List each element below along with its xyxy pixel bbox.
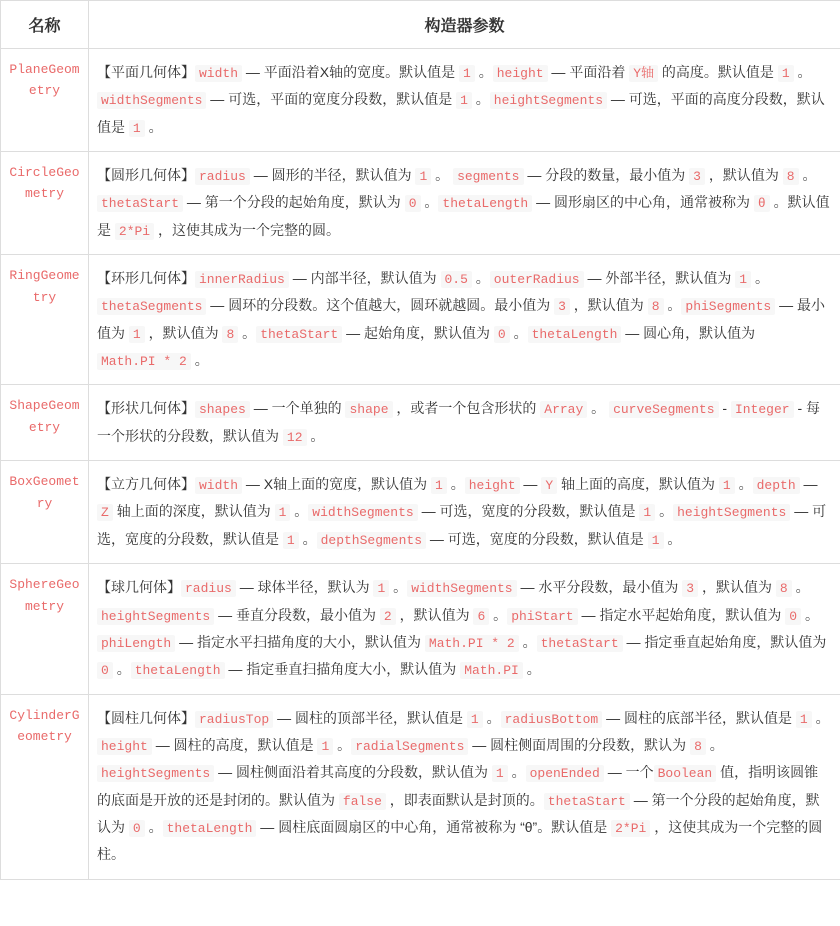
geometry-description-cell <box>89 564 840 694</box>
geometry-name-cell: PlaneGeometry <box>1 49 89 152</box>
description-text: — 最小值为 <box>97 297 825 341</box>
param-code: phiStart <box>507 608 577 625</box>
param-code: phiLength <box>97 635 175 652</box>
param-code: Integer <box>731 401 794 418</box>
param-code: innerRadius <box>195 271 289 288</box>
param-code: Boolean <box>654 765 717 782</box>
description-text: 。 <box>791 579 810 596</box>
description-text: — 一个 <box>603 764 654 781</box>
description-text: 轴上面的深度，默认值为 <box>112 503 275 520</box>
description-text: — 外部半径，默认值为 <box>583 270 736 287</box>
description-text: 。 <box>333 736 352 753</box>
description-text: — 圆柱的底部半径，默认值是 <box>602 709 796 726</box>
param-code: heightSegments <box>97 765 214 782</box>
param-code: heightSegments <box>97 608 214 625</box>
description-text: 【形状几何体】 <box>97 400 195 417</box>
description-text: 。 <box>389 579 408 596</box>
description-text: ，默认值为 <box>569 297 648 314</box>
param-code: height <box>493 65 548 82</box>
param-code: 0 <box>97 662 113 679</box>
param-code: Math.PI <box>460 662 523 679</box>
description-text: 。 <box>734 476 753 493</box>
param-code: 0 <box>785 608 801 625</box>
param-code: 8 <box>648 298 664 315</box>
param-code: Math.PI * 2 <box>425 635 519 652</box>
param-code: widthSegments <box>97 92 206 109</box>
description-text: 。 <box>663 297 682 314</box>
description-text: ，这使其成为一个完整的圆柱。 <box>97 818 823 863</box>
param-code: 0.5 <box>441 271 472 288</box>
param-code: 1 <box>459 65 475 82</box>
description-text: — 指定水平起始角度，默认值为 <box>577 606 786 623</box>
param-code: 8 <box>776 580 792 597</box>
description-text: 。 <box>507 764 526 781</box>
description-text: ，默认值为 <box>698 579 776 596</box>
param-code: shapes <box>195 401 250 418</box>
description-text: ，默认值为 <box>144 324 223 341</box>
description-text: 。 <box>471 91 490 108</box>
param-code: 2*Pi <box>611 820 650 837</box>
description-text: 。 <box>587 400 610 417</box>
param-code: thetaLength <box>528 326 622 343</box>
param-code: segments <box>453 168 523 185</box>
param-code: thetaSegments <box>97 298 206 315</box>
description-text: 。 <box>446 476 465 493</box>
param-code: 0 <box>494 326 510 343</box>
param-code: Y <box>541 477 557 494</box>
description-text: — 圆形扇区的中心角，通常被称为 <box>532 194 754 211</box>
description-text: ，默认值为 <box>395 606 474 623</box>
description-text: 。 <box>474 64 493 80</box>
description-text: 。 <box>144 118 163 135</box>
param-code: 1 <box>639 504 655 521</box>
description-text: 。 <box>489 606 508 623</box>
geometry-name-cell: ShapeGeometry <box>1 385 89 461</box>
param-code: thetaStart <box>544 793 630 810</box>
param-code: 1 <box>719 477 735 494</box>
description-text: 。 <box>238 324 257 341</box>
description-text: 【立方几何体】 <box>97 476 195 493</box>
param-code: 6 <box>473 608 489 625</box>
param-code: shape <box>345 401 392 418</box>
param-code: 3 <box>682 580 698 597</box>
description-text: 。 <box>290 503 309 520</box>
table-header-row <box>1 1 840 49</box>
param-code: 1 <box>129 326 145 343</box>
description-text: 。 <box>518 633 537 650</box>
param-code: 1 <box>283 532 299 549</box>
description-text: — 第一个分段的起始角度，默认为 <box>97 791 820 835</box>
description-text: 。 <box>811 709 830 726</box>
param-code: thetaLength <box>163 820 257 837</box>
param-code: radiusTop <box>195 711 273 728</box>
geometry-name-cell: SphereGeometry <box>1 564 89 694</box>
param-code: radius <box>195 168 250 185</box>
param-code: Y轴 <box>629 65 658 82</box>
description-text: — 平面沿着 <box>547 64 630 80</box>
description-text: — 内部半径，默认值为 <box>288 270 441 287</box>
param-code: openEnded <box>526 765 604 782</box>
param-code: Z <box>97 504 113 521</box>
description-text: — 圆柱侧面周围的分段数，默认为 <box>468 736 691 753</box>
param-code: 1 <box>492 765 508 782</box>
description-text: — 指定水平扫描角度的大小，默认值为 <box>175 633 425 650</box>
geometry-description-cell <box>89 255 840 385</box>
param-code: Math.PI * 2 <box>97 353 191 370</box>
description-text: 。 <box>751 270 769 287</box>
table-row <box>1 49 840 152</box>
geometry-description-cell <box>89 694 840 879</box>
description-text: 。 <box>655 503 674 520</box>
description-text: 。 <box>431 167 454 184</box>
description-text: — <box>799 476 818 493</box>
description-text: 。 <box>420 194 439 211</box>
description-text: — 可选，平面的高度分段数，默认值是 <box>97 91 825 135</box>
description-text: 的高度。默认值是 <box>658 64 778 80</box>
description-text: 。默认值是 <box>97 194 830 238</box>
geometry-description-cell <box>89 49 840 152</box>
param-code: width <box>195 65 242 82</box>
description-text: — 水平分段数，最小值为 <box>516 579 683 596</box>
description-text: 【环形几何体】 <box>97 270 195 287</box>
description-text: — 分段的数量，最小值为 <box>523 167 690 184</box>
param-code: radius <box>181 580 236 597</box>
description-text: 。 <box>801 606 819 623</box>
description-text: — 圆柱侧面沿着其高度的分段数，默认值为 <box>214 764 492 781</box>
description-text: — 可选，宽度的分段数，默认值是 <box>97 503 827 547</box>
param-code: 1 <box>275 504 291 521</box>
description-text: 。 <box>471 270 490 287</box>
column-header-name: 名称 <box>1 1 89 49</box>
param-code: 1 <box>373 580 389 597</box>
description-text: — 起始角度，默认值为 <box>342 324 494 341</box>
param-code: radialSegments <box>351 738 468 755</box>
param-code: 2 <box>380 608 396 625</box>
param-code: height <box>465 477 520 494</box>
description-text: — 圆柱的高度，默认值是 <box>151 736 318 753</box>
param-code: 1 <box>431 477 447 494</box>
geometry-name-cell: BoxGeometry <box>1 461 89 564</box>
description-text: — 一个单独的 <box>249 400 346 417</box>
param-code: thetaLength <box>131 662 225 679</box>
description-text: 【圆柱几何体】 <box>97 709 195 726</box>
description-text: ，这使其成为一个完整的圆。 <box>154 221 340 238</box>
description-text: 轴上面的高度，默认值为 <box>557 476 719 493</box>
param-code: 1 <box>415 168 431 185</box>
param-code: 3 <box>689 168 705 185</box>
param-code: heightSegments <box>673 504 790 521</box>
param-code: 3 <box>554 298 570 315</box>
table-row <box>1 461 840 564</box>
description-text: 。 <box>190 352 209 369</box>
param-code: 0 <box>405 195 421 212</box>
description-text: 。 <box>482 709 501 726</box>
description-text: 。 <box>112 661 131 678</box>
table-row <box>1 385 840 461</box>
description-text: ，默认值为 <box>704 167 783 184</box>
table-row <box>1 255 840 385</box>
param-code: height <box>97 738 152 755</box>
description-text: — 可选，宽度的分段数，默认值是 <box>426 530 648 547</box>
description-text: 。 <box>144 818 163 835</box>
description-text: - <box>718 400 731 417</box>
description-text: ，或者一个包含形状的 <box>392 400 541 417</box>
param-code: heightSegments <box>490 92 607 109</box>
param-code: 8 <box>222 326 238 343</box>
table-row <box>1 152 840 255</box>
description-text: 【球几何体】 <box>97 579 181 596</box>
param-code: width <box>195 477 242 494</box>
table-body <box>1 49 840 880</box>
description-text: 。 <box>793 64 812 80</box>
param-code: 1 <box>796 711 812 728</box>
table-row <box>1 564 840 694</box>
geometry-description-cell <box>89 152 840 255</box>
description-text: 。 <box>522 661 541 678</box>
param-code: 8 <box>783 168 799 185</box>
description-text: 。 <box>705 736 724 753</box>
param-code: false <box>339 793 386 810</box>
param-code: radiusBottom <box>501 711 603 728</box>
description-text: — 圆形的半径，默认值为 <box>249 167 416 184</box>
description-text: - 每一个形状的分段数，默认值为 <box>97 400 821 444</box>
description-text: — 指定垂直起始角度，默认值为 <box>622 633 827 650</box>
param-code: θ <box>754 195 770 212</box>
geometry-name-cell: RingGeometry <box>1 255 89 385</box>
param-code: 1 <box>778 65 794 82</box>
description-text: 。 <box>663 530 682 547</box>
param-code: depthSegments <box>317 532 426 549</box>
param-code: 1 <box>467 711 483 728</box>
param-code: Array <box>540 401 587 418</box>
description-text: — <box>519 476 542 493</box>
param-code: curveSegments <box>609 401 718 418</box>
description-text: — 垂直分段数，最小值为 <box>214 606 380 623</box>
description-text: ，即表面默认是封顶的。 <box>385 791 544 808</box>
description-text: — 指定垂直扫描角度大小，默认值为 <box>224 661 461 678</box>
param-code: 1 <box>456 92 472 109</box>
description-text: 。 <box>298 530 317 547</box>
param-code: thetaStart <box>256 326 342 343</box>
description-text: — 平面沿着X轴的宽度。默认值是 <box>242 64 460 80</box>
param-code: thetaStart <box>537 635 623 652</box>
description-text: — 第一个分段的起始角度，默认为 <box>183 194 405 211</box>
description-text: — 圆柱的顶部半径，默认值是 <box>273 709 467 726</box>
param-code: phiSegments <box>681 298 775 315</box>
param-code: 1 <box>317 738 333 755</box>
param-code: widthSegments <box>407 580 516 597</box>
description-text: 。 <box>509 324 528 341</box>
param-code: 1 <box>129 120 145 137</box>
description-text: — 圆环的分段数。这个值越大，圆环就越圆。最小值为 <box>206 297 555 314</box>
geometry-description-cell <box>89 385 840 461</box>
geometry-name-cell: CylinderGeometry <box>1 694 89 879</box>
description-text: 【圆形几何体】 <box>97 167 195 184</box>
description-text: — 可选，平面的宽度分段数，默认值是 <box>206 91 457 108</box>
param-code: depth <box>753 477 800 494</box>
description-text: 【平面几何体】 <box>97 64 195 80</box>
description-text: — 圆心角，默认值为 <box>621 324 756 341</box>
description-text: — 圆柱底面圆扇区的中心角，通常被称为 “θ”。默认值是 <box>256 818 612 835</box>
param-code: 2*Pi <box>115 223 154 240</box>
description-text: 。 <box>306 427 325 444</box>
param-code: outerRadius <box>490 271 584 288</box>
param-code: 8 <box>690 738 706 755</box>
param-code: thetaLength <box>438 195 532 212</box>
column-header-constructor-params: 构造器参数 <box>89 1 840 49</box>
param-code: 1 <box>735 271 751 288</box>
description-text: — 可选，宽度的分段数，默认值是 <box>417 503 640 520</box>
param-code: 12 <box>283 429 307 446</box>
param-code: 1 <box>648 532 664 549</box>
geometry-name-cell: CircleGeometry <box>1 152 89 255</box>
param-code: 0 <box>129 820 145 837</box>
description-text: 。 <box>798 167 817 184</box>
description-text: — 球体半径，默认为 <box>235 579 374 596</box>
geometry-description-cell <box>89 461 840 564</box>
description-text: 值，指明该圆锥的底面是开放的还是封闭的。默认值为 <box>97 764 819 808</box>
param-code: widthSegments <box>308 504 417 521</box>
table-header <box>1 1 840 49</box>
description-text: — X轴上面的宽度，默认值为 <box>242 476 432 493</box>
param-code: thetaStart <box>97 195 183 212</box>
table-row <box>1 694 840 879</box>
